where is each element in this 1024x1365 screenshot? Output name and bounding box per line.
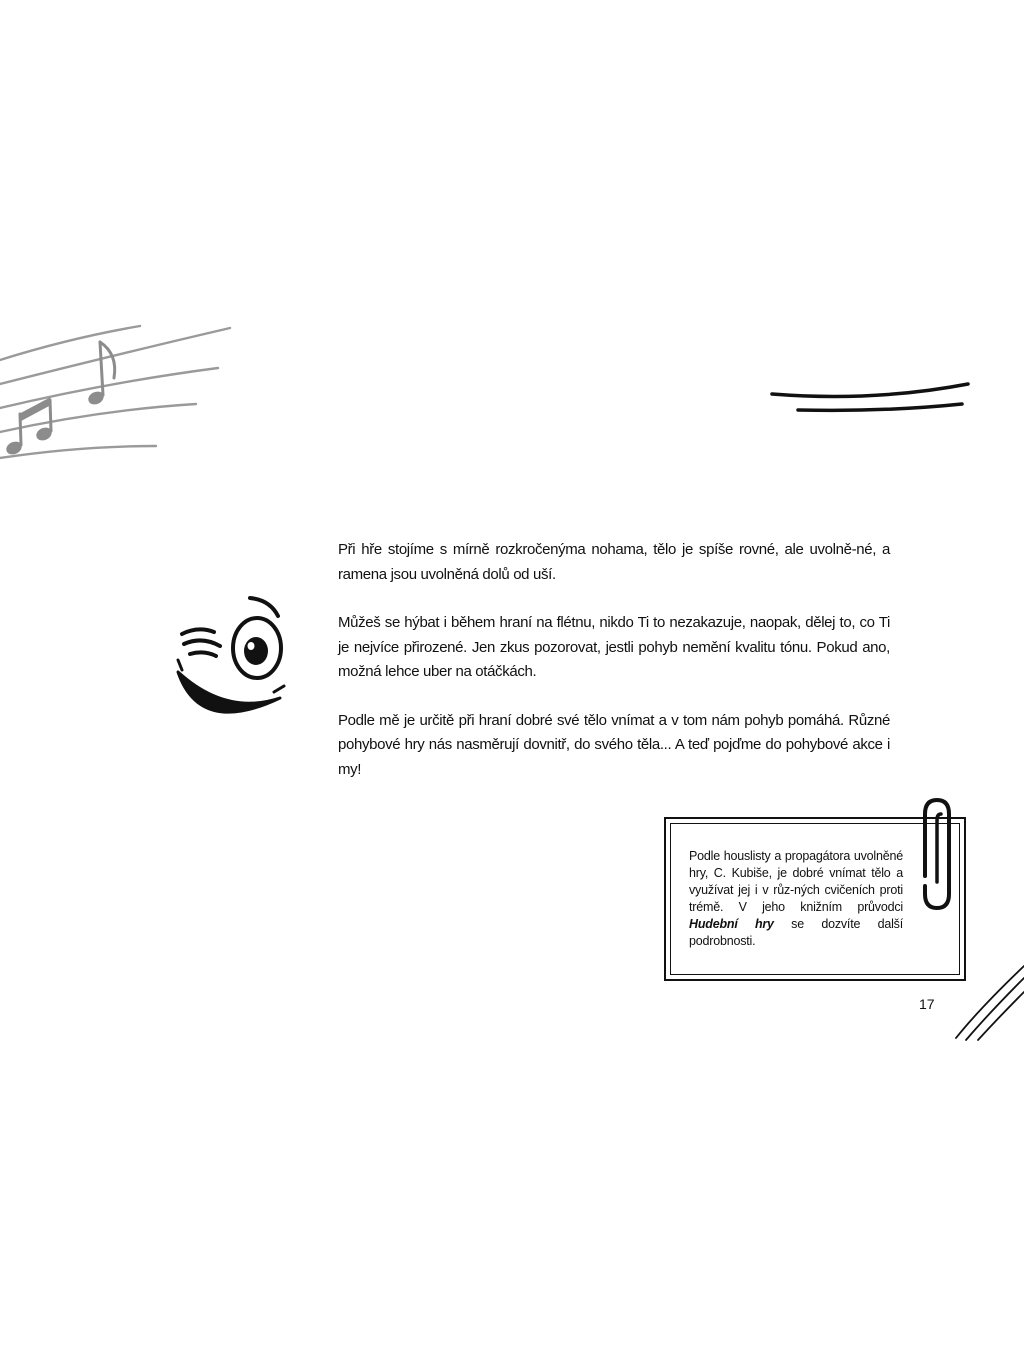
paragraph: Při hře stojíme s mírně rozkročenýma nohama, tělo je spíše rovné, ale uvolně-né, a ramena jsou uvolněná dolů od uší.: [338, 541, 890, 583]
paperclip-icon: [905, 790, 965, 920]
paragraph: Můžeš se hýbat i během hraní na flétnu, nikdo Ti to nezakazuje, naopak, dělej to, co Ti je nejvíce přirozené. Jen zkus pozorovat, jestli pohyb nemění kvalitu tónu. Pokud ano, možná lehce uber na otáčkách.: [338, 614, 890, 680]
swoosh-lines: [764, 372, 974, 422]
winking-smiley-icon: [170, 588, 295, 736]
note-text: [689, 848, 903, 950]
music-notes-staff-icon: [0, 310, 250, 470]
paragraph: Podle mě je určitě při hraní dobré své tělo vnímat a v tom nám pohyb pomáhá. Různé pohybové hry nás nasměrují dovnitř, do svého těla... A teď pojďme do pohybové akce i my!: [338, 711, 890, 778]
note-text-before: Podle houslisty a propagátora uvolněné hry, C. Kubiše, je dobré vnímat tělo a využívat jej i v růz-ných cvičeních proti trémě. V jeho knižním průvodci: [689, 849, 903, 914]
page-number: 17: [919, 996, 935, 1012]
body-text: [338, 538, 890, 806]
note-text-after: se dozvíte další podrobnosti.: [689, 917, 903, 948]
diagonal-lines: [950, 960, 1024, 1042]
book-title: Hudební hry: [689, 917, 774, 931]
